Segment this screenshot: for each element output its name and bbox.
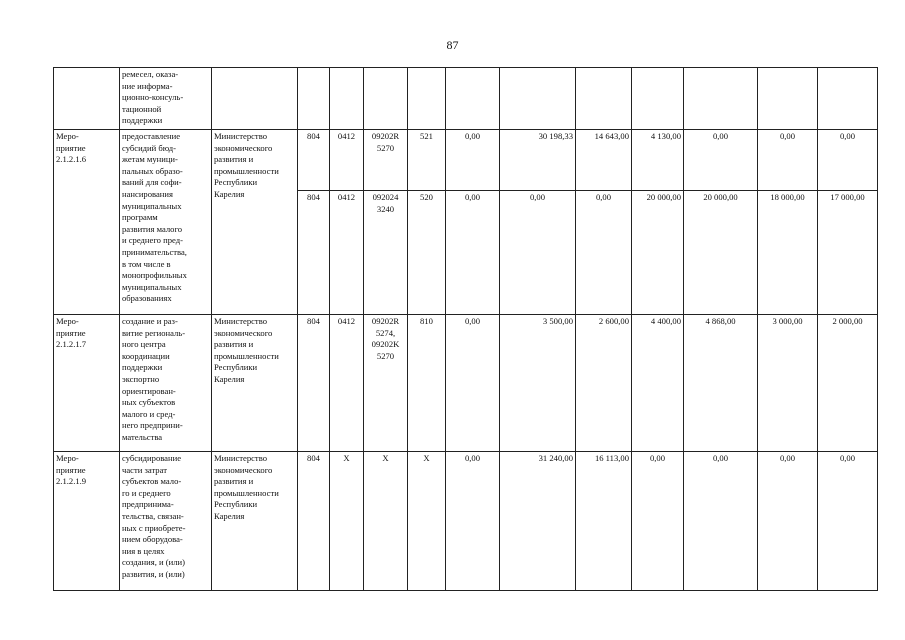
value-cell: 0,00 [818, 452, 878, 591]
event-cell: Меро- приятие 2.1.2.1.7 [54, 315, 120, 452]
value-cell: 0,00 [758, 452, 818, 591]
value-cell: 20 000,00 [632, 191, 684, 315]
event-cell [54, 68, 120, 130]
value-cell: 17 000,00 [818, 191, 878, 315]
value-cell: 0,00 [632, 452, 684, 591]
value-cell: 0,00 [446, 130, 500, 191]
value-cell: 0,00 [446, 191, 500, 315]
value-cell [818, 68, 878, 130]
value-cell: 0,00 [576, 191, 632, 315]
executor-cell [212, 68, 298, 130]
value-cell: 0,00 [684, 130, 758, 191]
vr-cell: X [408, 452, 446, 591]
description-cell: предоставление субсидий бюд- жетам муници- пальных образо- ваний для софи- нансирования муниципальных программ развития малого и среднего пред- принимательства, в том числе в монопрофильных муниципальных образованиях [120, 130, 212, 315]
description-cell: создание и раз- витие региональ- ного центра координации поддержки экспортно ориентирован- ных субъектов малого и сред- него предприни- мательства [120, 315, 212, 452]
value-cell: 16 113,00 [576, 452, 632, 591]
value-cell: 0,00 [500, 191, 576, 315]
description-cell: ремесел, оказа- ние информа- ционно-консуль- тационной поддержки [120, 68, 212, 130]
value-cell: 0,00 [446, 452, 500, 591]
value-cell [446, 68, 500, 130]
value-cell: 3 000,00 [758, 315, 818, 452]
page-number: 87 [446, 38, 459, 52]
value-cell [500, 68, 576, 130]
value-cell: 20 000,00 [684, 191, 758, 315]
grbs-cell: 804 [298, 191, 330, 315]
csr-cell: 092024 3240 [364, 191, 408, 315]
value-cell: 0,00 [818, 130, 878, 191]
csr-cell: X [364, 452, 408, 591]
value-cell: 0,00 [684, 452, 758, 591]
value-cell [758, 68, 818, 130]
value-cell: 0,00 [758, 130, 818, 191]
table-row [54, 68, 878, 130]
vr-cell: 520 [408, 191, 446, 315]
value-cell: 4 130,00 [632, 130, 684, 191]
csr-cell [364, 68, 408, 130]
table-row [54, 452, 878, 591]
table-row [54, 130, 878, 191]
executor-cell: Министерство экономического развития и промышленности Республики Карелия [212, 315, 298, 452]
rz-cell: 0412 [330, 315, 364, 452]
value-cell [576, 68, 632, 130]
vr-cell: 810 [408, 315, 446, 452]
executor-cell: Министерство экономического развития и промышленности Республики Карелия [212, 452, 298, 591]
value-cell: 2 000,00 [818, 315, 878, 452]
table-row [54, 315, 878, 452]
vr-cell [408, 68, 446, 130]
grbs-cell: 804 [298, 130, 330, 191]
csr-cell: 09202R 5274, 09202K 5270 [364, 315, 408, 452]
event-cell: Меро- приятие 2.1.2.1.6 [54, 130, 120, 315]
value-cell: 0,00 [446, 315, 500, 452]
value-cell: 31 240,00 [500, 452, 576, 591]
value-cell: 30 198,33 [500, 130, 576, 191]
value-cell: 18 000,00 [758, 191, 818, 315]
value-cell [684, 68, 758, 130]
value-cell [632, 68, 684, 130]
executor-cell: Министерство экономического развития и промышленности Республики Карелия [212, 130, 298, 315]
csr-cell: 09202R 5270 [364, 130, 408, 191]
value-cell: 4 400,00 [632, 315, 684, 452]
value-cell: 4 868,00 [684, 315, 758, 452]
value-cell: 3 500,00 [500, 315, 576, 452]
event-cell: Меро- приятие 2.1.2.1.9 [54, 452, 120, 591]
rz-cell: 0412 [330, 130, 364, 191]
value-cell: 14 643,00 [576, 130, 632, 191]
rz-cell: X [330, 452, 364, 591]
grbs-cell [298, 68, 330, 130]
budget-table [53, 67, 878, 591]
rz-cell [330, 68, 364, 130]
grbs-cell: 804 [298, 315, 330, 452]
grbs-cell: 804 [298, 452, 330, 591]
value-cell: 2 600,00 [576, 315, 632, 452]
vr-cell: 521 [408, 130, 446, 191]
rz-cell: 0412 [330, 191, 364, 315]
description-cell: субсидирование части затрат субъектов мало- го и среднего предпринима- тельства, связан- ных с приобрете- нием оборудова- ния в целях создания, и (или) развития, и (или) [120, 452, 212, 591]
